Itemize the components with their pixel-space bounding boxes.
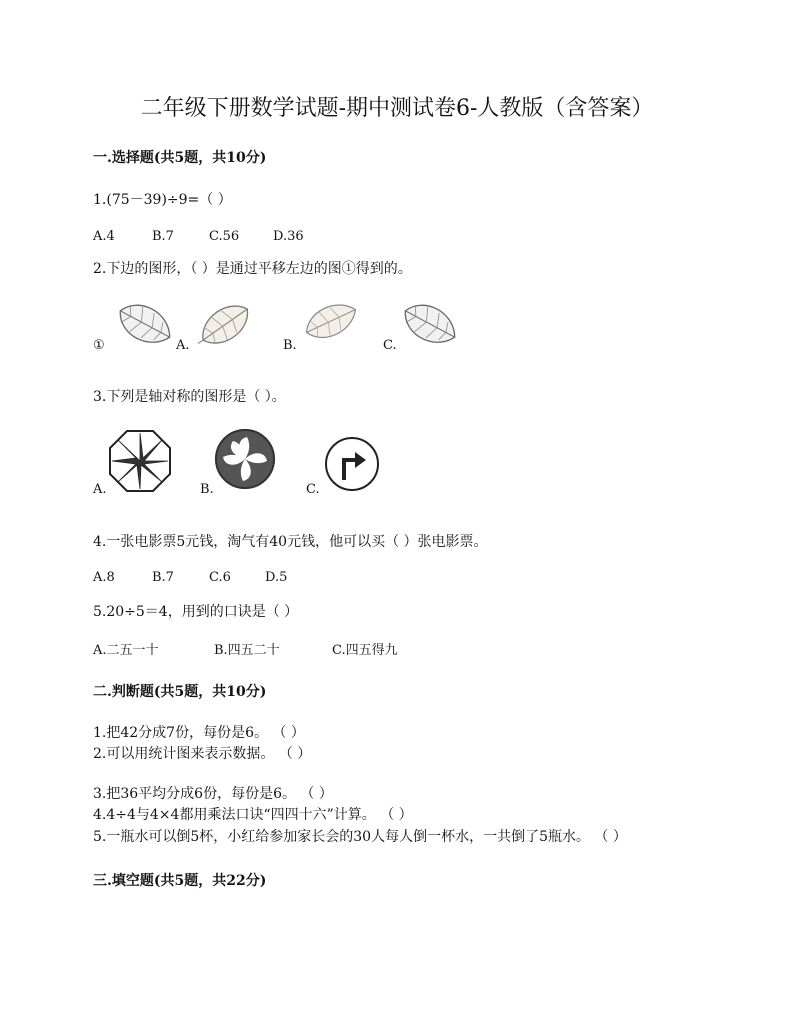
judge-item-2: 2.可以用统计图来表示数据。 （ ） xyxy=(93,746,312,762)
q5-option-a: A.二五一十 xyxy=(93,643,159,658)
section1-heading: 一.选择题(共5题，共10分) xyxy=(93,150,267,166)
page-title: 二年级下册数学试题-期中测试卷6-人教版（含答案） xyxy=(140,96,654,121)
judge-item-3: 3.把36平均分成6份，每份是6。 （ ） xyxy=(93,786,333,802)
bauhinia-flower-icon xyxy=(213,427,277,491)
q2-option-c: C. xyxy=(383,338,397,353)
turn-right-arrow-icon xyxy=(324,436,380,492)
q3-stem: 3.下列是轴对称的图形是（ ）。 xyxy=(93,389,286,405)
q2-option-a: A. xyxy=(176,338,190,353)
q5-option-c: C.四五得九 xyxy=(332,643,398,658)
judge-item-4: 4.4÷4与4×4都用乘法口诀“四四十六”计算。 （ ） xyxy=(93,807,413,823)
q1-stem: 1.(75－39)÷9=（ ） xyxy=(93,192,232,208)
q4-option-d: D.5 xyxy=(265,570,288,585)
q1-option-c: C.56 xyxy=(209,229,240,244)
leaf-icon xyxy=(113,296,177,352)
leaf-icon xyxy=(398,296,462,352)
q1-option-d: D.36 xyxy=(273,229,304,244)
judge-item-1: 1.把42分成7份，每份是6。 （ ） xyxy=(93,725,305,741)
section3-heading: 三.填空题(共5题，共22分) xyxy=(93,873,267,889)
leaf-icon xyxy=(300,296,362,346)
q2-ref-label: ① xyxy=(93,338,105,353)
q4-option-b: B.7 xyxy=(152,570,174,585)
q2-option-b: B. xyxy=(283,338,297,353)
q1-option-b: B.7 xyxy=(152,229,174,244)
q5-stem: 5.20÷5＝4，用到的口诀是（ ） xyxy=(93,604,299,620)
q2-stem: 2.下边的图形，（ ）是通过平移左边的图①得到的。 xyxy=(93,261,412,277)
q4-option-c: C.6 xyxy=(209,570,231,585)
leaf-icon xyxy=(194,296,258,352)
q3-option-b: B. xyxy=(200,482,214,497)
section2-heading: 二.判断题(共5题，共10分) xyxy=(93,684,267,700)
q3-option-a: A. xyxy=(93,482,107,497)
q4-option-a: A.8 xyxy=(93,570,115,585)
judge-item-5: 5.一瓶水可以倒5杯，小红给参加家长会的30人每人倒一杯水，一共倒了5瓶水。 （ ） xyxy=(93,829,627,845)
q4-stem: 4.一张电影票5元钱，淘气有40元钱，他可以买（ ）张电影票。 xyxy=(93,534,488,550)
octagon-star-icon xyxy=(107,428,173,494)
q3-option-c: C. xyxy=(306,482,320,497)
q1-option-a: A.4 xyxy=(93,229,115,244)
q5-option-b: B.四五二十 xyxy=(214,643,280,658)
